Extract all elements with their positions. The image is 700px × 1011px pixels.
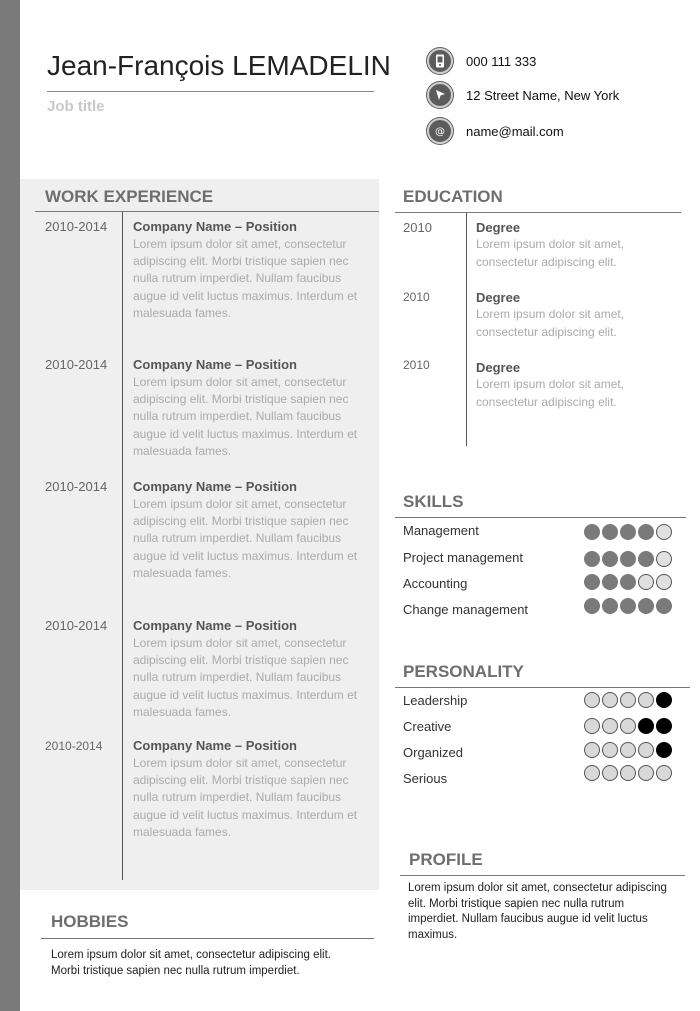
education-description: Lorem ipsum dolor sit amet, consectetur adipiscing elit. — [476, 377, 625, 409]
profile-text: Lorem ipsum dolor sit amet, consectetur adipiscing elit. Morbi tristique sapien nec nulla rutrum imperdiet. Nullam faucibus augue id velit luctus maximus. — [408, 882, 667, 941]
rating-dot-filled — [656, 692, 672, 708]
rating-dot-filled — [638, 524, 654, 540]
left-accent-bar — [0, 0, 20, 1011]
rating-dot-empty — [584, 718, 600, 734]
work-position: Company Name – Position — [133, 479, 297, 494]
skill-rating — [584, 598, 672, 614]
rating-dot-empty — [638, 692, 654, 708]
rating-dot-filled — [602, 524, 618, 540]
profile-rule — [400, 875, 685, 876]
rating-dot-filled — [584, 551, 600, 567]
rating-dot-filled — [638, 551, 654, 567]
skill-label: Change management — [403, 602, 529, 617]
skills-rule — [395, 517, 686, 518]
work-description: Lorem ipsum dolor sit amet, consectetur adipiscing elit. Morbi tristique sapien nec nulla rutrum imperdiet. Nullam faucibus augue id velit luctus maximus. Interdum et malesuada fames. — [133, 375, 358, 458]
rating-dot-empty — [584, 742, 600, 758]
rating-dot-filled — [620, 551, 636, 567]
personality-rating — [584, 742, 672, 758]
work-description: Lorem ipsum dolor sit amet, consectetur adipiscing elit. Morbi tristique sapien nec nulla rutrum imperdiet. Nullam faucibus augue id velit luctus maximus. Interdum et malesuada fames. — [133, 237, 358, 320]
personality-rule — [395, 687, 690, 688]
education-year: 2010 — [403, 358, 430, 372]
work-position: Company Name – Position — [133, 357, 297, 372]
skill-rating — [584, 551, 672, 567]
rating-dot-empty — [620, 742, 636, 758]
hobbies-text: Lorem ipsum dolor sit amet, consectetur adipiscing elit. Morbi tristique sapien nec nulla rutrum imperdiet. — [51, 949, 331, 977]
contact-phone — [427, 48, 536, 74]
rating-dot-filled — [620, 524, 636, 540]
rating-dot-empty — [656, 765, 672, 781]
rating-dot-empty — [602, 692, 618, 708]
education-description: Lorem ipsum dolor sit amet, consectetur adipiscing elit. — [476, 307, 625, 339]
work-description: Lorem ipsum dolor sit amet, consectetur adipiscing elit. Morbi tristique sapien nec nulla rutrum imperdiet. Nullam faucibus augue id velit luctus maximus. Interdum et malesuada fames. — [133, 756, 358, 839]
rating-dot-filled — [584, 524, 600, 540]
contact-phone-text: 000 111 333 — [466, 53, 537, 69]
work-experience-title: WORK EXPERIENCE — [45, 187, 214, 206]
rating-dot-filled — [620, 598, 636, 614]
work-years: 2010-2014 — [45, 739, 103, 753]
location-pointer-icon — [427, 82, 453, 108]
contact-email — [427, 118, 564, 144]
work-experience-rule — [35, 211, 379, 212]
personality-rating — [584, 692, 672, 708]
education-description: Lorem ipsum dolor sit amet, consectetur adipiscing elit. — [476, 237, 625, 269]
phone-icon — [427, 48, 453, 74]
rating-dot-empty — [656, 524, 672, 540]
at-icon — [427, 118, 453, 144]
rating-dot-empty — [620, 718, 636, 734]
profile-title: PROFILE — [409, 850, 483, 869]
work-years: 2010-2014 — [45, 219, 108, 234]
rating-dot-empty — [584, 765, 600, 781]
personality-label: Serious — [403, 771, 448, 786]
education-year: 2010 — [403, 290, 430, 304]
rating-dot-empty — [638, 742, 654, 758]
skill-rating — [584, 524, 672, 540]
rating-dot-empty — [638, 765, 654, 781]
work-position: Company Name – Position — [133, 618, 297, 633]
work-description: Lorem ipsum dolor sit amet, consectetur adipiscing elit. Morbi tristique sapien nec nulla rutrum imperdiet. Nullam faucibus augue id velit luctus maximus. Interdum et malesuada fames. — [133, 636, 358, 719]
rating-dot-filled — [638, 598, 654, 614]
rating-dot-filled — [638, 718, 654, 734]
candidate-name: Jean-François LEMADELIN — [47, 50, 391, 81]
personality-label: Creative — [403, 719, 452, 734]
skill-rating — [584, 574, 672, 590]
rating-dot-filled — [602, 598, 618, 614]
rating-dot-filled — [656, 718, 672, 734]
work-position: Company Name – Position — [133, 738, 297, 753]
skill-label: Management — [403, 523, 479, 538]
personality-label: Organized — [403, 745, 463, 760]
name-divider — [47, 91, 374, 92]
work-position: Company Name – Position — [133, 219, 297, 234]
rating-dot-filled — [584, 574, 600, 590]
contact-address — [427, 82, 619, 108]
rating-dot-empty — [584, 692, 600, 708]
rating-dot-empty — [656, 551, 672, 567]
personality-rating — [584, 718, 672, 734]
work-years: 2010-2014 — [45, 479, 108, 494]
personality-label: Leadership — [403, 693, 468, 708]
skill-label: Accounting — [403, 576, 468, 591]
rating-dot-filled — [656, 742, 672, 758]
rating-dot-empty — [656, 574, 672, 590]
personality-title: PERSONALITY — [403, 662, 524, 681]
rating-dot-empty — [602, 718, 618, 734]
education-title: EDUCATION — [403, 187, 503, 206]
rating-dot-empty — [602, 765, 618, 781]
rating-dot-empty — [620, 692, 636, 708]
rating-dot-empty — [602, 742, 618, 758]
education-rule — [395, 212, 681, 213]
education-degree: Degree — [476, 290, 521, 305]
job-title: Job title — [47, 98, 105, 115]
skill-label: Project management — [403, 550, 523, 565]
education-timeline-line — [466, 213, 467, 446]
svg-text:@: @ — [435, 126, 445, 137]
rating-dot-filled — [602, 574, 618, 590]
hobbies-rule — [41, 938, 374, 939]
education-degree: Degree — [476, 360, 521, 375]
skills-title: SKILLS — [403, 492, 464, 511]
education-degree: Degree — [476, 220, 521, 235]
work-timeline-line — [122, 212, 123, 880]
rating-dot-filled — [620, 574, 636, 590]
hobbies-title: HOBBIES — [51, 912, 129, 931]
rating-dot-filled — [584, 598, 600, 614]
work-years: 2010-2014 — [45, 618, 108, 633]
work-years: 2010-2014 — [45, 357, 108, 372]
contact-address-text: 12 Street Name, New York — [466, 87, 620, 103]
rating-dot-filled — [656, 598, 672, 614]
rating-dot-empty — [620, 765, 636, 781]
personality-rating — [584, 765, 672, 781]
rating-dot-filled — [602, 551, 618, 567]
education-year: 2010 — [403, 220, 432, 235]
work-description: Lorem ipsum dolor sit amet, consectetur adipiscing elit. Morbi tristique sapien nec nulla rutrum imperdiet. Nullam faucibus augue id velit luctus maximus. Interdum et malesuada fames. — [133, 497, 358, 580]
contact-email-text: name@mail.com — [466, 123, 564, 139]
rating-dot-empty — [638, 574, 654, 590]
